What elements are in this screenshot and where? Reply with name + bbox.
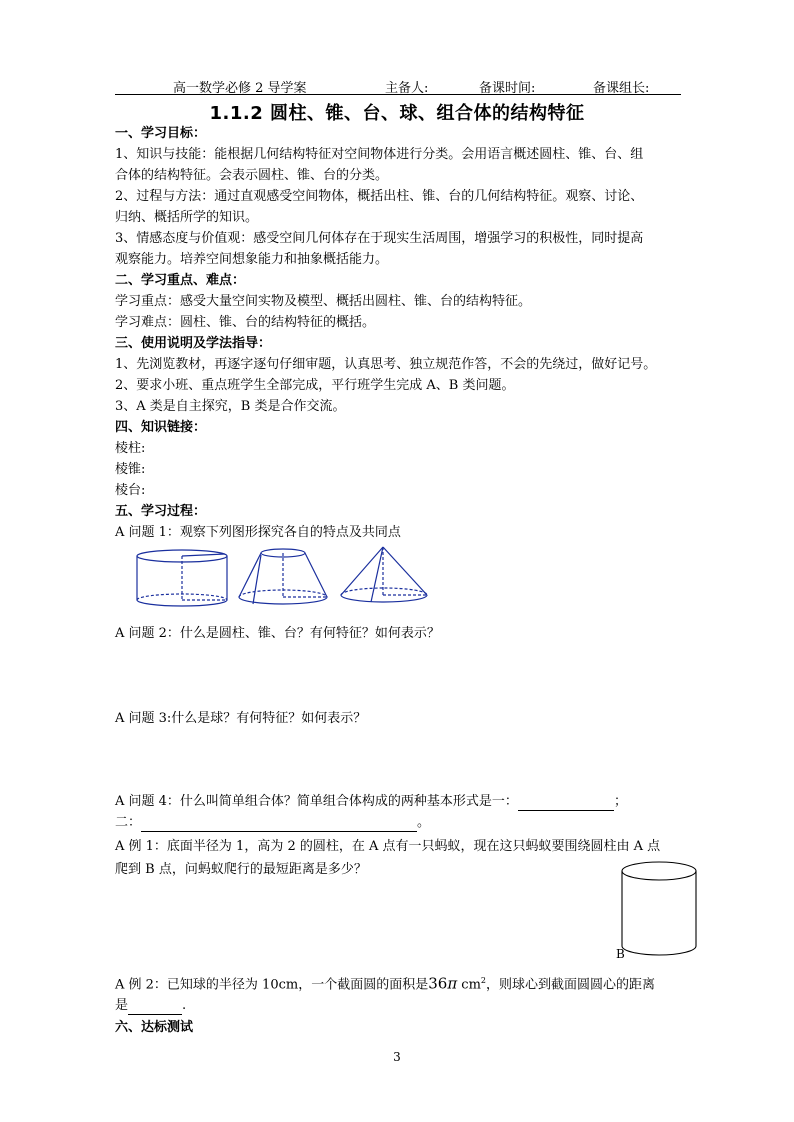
question-3: A 问题 3:什么是球？有何特征？如何表示？ xyxy=(115,711,367,726)
example-1-line-2: 爬到 B 点，问蚂蚁爬行的最短距离是多少？ xyxy=(115,862,367,877)
page-header xyxy=(115,76,681,95)
answer-blank-2[interactable] xyxy=(141,817,417,832)
example-cylinder-figure xyxy=(616,860,700,962)
question-4-label-two: 二： xyxy=(115,815,142,830)
question-1: A 问题 1：观察下列图形探究各自的特点及共同点 xyxy=(115,525,401,540)
frustum-shape xyxy=(239,549,327,604)
area-number: 36 xyxy=(428,974,448,993)
paragraph-line: 学习难点：圆柱、锥、台的结构特征的概括。 xyxy=(115,315,376,330)
paragraph-line: 观察能力。培养空间想象能力和抽象概括能力。 xyxy=(115,252,389,267)
paragraph-line: 1、先浏览教材，再逐字逐句仔细审题，认真思考、独立规范作答，不会的先绕过，做好记号。 xyxy=(115,357,657,372)
question-2: A 问题 2：什么是圆柱、锥、台？有何特征？如何表示？ xyxy=(115,626,440,641)
punctuation: ； xyxy=(613,794,627,809)
cone-shape xyxy=(341,547,427,602)
paragraph-line: 3、A 类是自主探究，B 类是合作交流。 xyxy=(115,399,346,414)
paragraph-line: 2、过程与方法：通过直观感受空间物体，概括出柱、锥、台的几何结构特征。观察、讨论、 xyxy=(115,189,644,204)
section-heading-objectives: 一、学习目标： xyxy=(115,126,207,141)
page-title: 1.1.2 圆柱、锥、台、球、组合体的结构特征 xyxy=(209,103,585,124)
header-course: 高一数学必修 2 导学案 xyxy=(173,81,307,96)
section-heading-key-points: 二、学习重点、难点： xyxy=(115,273,246,288)
section-heading-instructions: 三、使用说明及学法指导： xyxy=(115,336,272,351)
question-4-line-2 xyxy=(115,814,430,832)
paragraph-line: 1、知识与技能：能根据几何结构特征对空间物体进行分类。会用语言概述圆柱、锥、台、组 xyxy=(115,147,644,162)
question-4-text: A 问题 4：什么叫简单组合体？简单组合体构成的两种基本形式是一： xyxy=(115,794,518,809)
page-number: 3 xyxy=(393,1050,401,1064)
area-unit: cm xyxy=(457,977,481,993)
unit-exponent: 2 xyxy=(480,976,487,985)
section-heading-knowledge-links: 四、知识链接： xyxy=(115,420,207,435)
header-time: 备课时间: xyxy=(479,81,536,96)
paragraph-line: 合体的结构特征。会表示圆柱、锥、台的分类。 xyxy=(115,168,389,183)
example-2-text: 是 xyxy=(115,998,129,1013)
pi-symbol: π xyxy=(447,974,458,993)
paragraph-line: 归纳、概括所学的知识。 xyxy=(115,210,259,225)
solids-figure xyxy=(135,545,435,610)
paragraph-line: 棱台: xyxy=(115,483,146,498)
paragraph-line: 3、情感态度与价值观：感受空间几何体存在于现实生活周围，增强学习的积极性，同时提高 xyxy=(115,231,644,246)
section-heading-process: 五、学习过程： xyxy=(115,504,207,519)
point-b-label: B xyxy=(616,947,625,961)
punctuation: 。 xyxy=(417,815,431,830)
question-4-line-1 xyxy=(115,793,627,811)
paragraph-line: 棱锥: xyxy=(115,462,146,477)
punctuation: . xyxy=(182,998,187,1013)
header-preparer: 主备人: xyxy=(385,81,429,96)
example-1-line-1: A 例 1：底面半径为 1，高为 2 的圆柱，在 A 点有一只蚂蚁，现在这只蚂蚁要围绕圆柱由 A 点 xyxy=(115,839,661,854)
example-2-line-1 xyxy=(115,972,655,994)
example-2-text: A 例 2：已知球的半径为 10cm，一个截面圆的面积是 xyxy=(115,977,429,993)
header-group: 备课组长: xyxy=(593,81,650,96)
paragraph-line: 2、要求小班、重点班学生全部完成，平行班学生完成 A、B 类问题。 xyxy=(115,378,515,393)
example-2-text: ，则球心到截面圆圆心的距离 xyxy=(486,977,656,993)
paragraph-line: 学习重点：感受大量空间实物及模型、概括出圆柱、锥、台的结构特征。 xyxy=(115,294,532,309)
paragraph-line: 棱柱: xyxy=(115,441,146,456)
answer-blank-3[interactable] xyxy=(128,1000,182,1015)
example-2-line-2 xyxy=(115,997,186,1015)
cylinder-shape xyxy=(137,550,227,606)
answer-blank-1[interactable] xyxy=(518,796,614,811)
section-heading-test: 六、达标测试 xyxy=(115,1020,194,1035)
